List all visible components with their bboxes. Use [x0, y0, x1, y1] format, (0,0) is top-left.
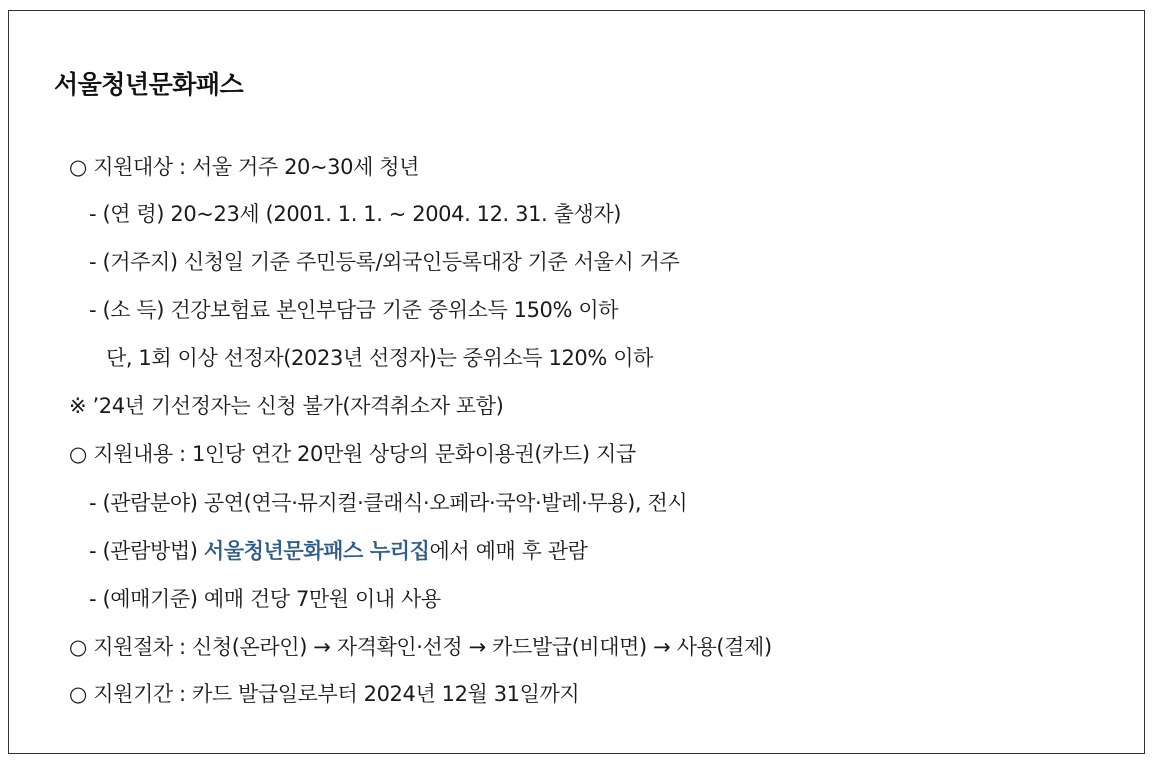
note-line: ※ ’24년 기선정자는 신청 불가(자격취소자 포함): [69, 394, 504, 418]
culture-pass-website-link[interactable]: 서울청년문화패스 누리집: [203, 539, 430, 563]
viewing-method-line: [89, 535, 588, 565]
notice-box: [8, 10, 1145, 754]
booking-standard-line: - (예매기준) 예매 건당 7만원 이내 사용: [89, 587, 441, 611]
page-title: 서울청년문화패스: [54, 70, 244, 99]
residence-condition-line: - (거주지) 신청일 기준 주민등록/외국인등록대장 기준 서울시 거주: [89, 250, 680, 274]
income-exception-line: 단, 1회 이상 선정자(2023년 선정자)는 중위소득 120% 이하: [106, 346, 653, 370]
support-content-line: ○ 지원내용 : 1인당 연간 20만원 상당의 문화이용권(카드) 지급: [69, 442, 636, 466]
viewing-field-line: - (관람분야) 공연(연극·뮤지컬·클래식·오페라·국악·발레·무용), 전시: [89, 491, 688, 515]
support-target-line: ○ 지원대상 : 서울 거주 20~30세 청년: [69, 155, 420, 179]
viewing-method-suffix: 에서 예매 후 관람: [429, 539, 588, 563]
age-condition-line: - (연 령) 20~23세 (2001. 1. 1. ~ 2004. 12. 31. 출생자): [89, 202, 622, 226]
support-period-line: ○ 지원기간 : 카드 발급일로부터 2024년 12월 31일까지: [69, 682, 580, 706]
viewing-method-prefix: - (관람방법): [89, 539, 204, 563]
income-condition-line: - (소 득) 건강보험료 본인부담금 기준 중위소득 150% 이하: [89, 298, 619, 322]
support-procedure-line: ○ 지원절차 : 신청(온라인) → 자격확인·선정 → 카드발급(비대면) → 사용(결제): [69, 635, 772, 659]
